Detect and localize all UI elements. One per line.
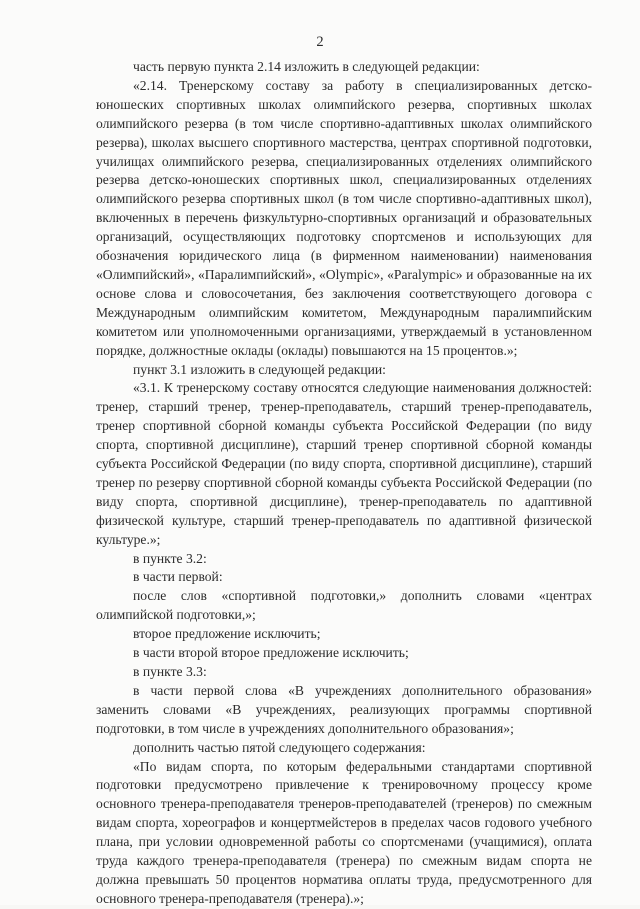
paragraph: после слов «спортивной подготовки,» дополнить словами «центрах олимпийской подготовки,»; <box>96 588 592 623</box>
paragraph: второе предложение исключить; <box>133 626 321 642</box>
paragraph: часть первую пункта 2.14 изложить в следующей редакции: <box>133 59 480 74</box>
paragraph: «3.1. К тренерскому составу относятся следующие наименования должностей: тренер, старший тренер, тренер-преподаватель, старший тренер-преподаватель, тренер спортивной сборной команды субъекта Российской Федерации (по виду спорта, спортивной дисциплине), старший тренер спортивной сборной команды субъекта Российской Федерации (по виду спорта, спортивной дисциплине), старший тренер по резерву спортивной сборной команды субъекта Российской Федерации (по виду спорта, спортивной дисциплине), тренер-преподаватель по адаптивной физической культуре, старший тренер-преподаватель по адаптивной физической культуре.»; <box>96 380 592 547</box>
paragraph: «По видам спорта, по которым федеральными стандартами спортивной подготовки предусмотрено привлечение к тренировочному процессу кроме основного тренера-преподавателя тренеров-преподавателей (тренеров) по смежным видам спорта, хореографов и концертмейстеров в пределах часов годового учебного плана, при условии одновременной работы со спортсменами (учащимися), оплата труда каждого тренера-преподавателя (тренера) по смежным видам спорта не должна превышать 50 процентов норматива оплаты труда, предусмотренного для основного тренера-преподавателя (тренера).»; <box>96 758 592 906</box>
paragraph: в части первой слова «В учреждениях дополнительного образования» заменить словами «В учреждениях, реализующих программы спортивной подготовки, в том числе в учреждениях дополнительного образования»; <box>96 682 592 736</box>
paragraph: пункт 3.1 изложить в следующей редакции: <box>133 361 386 377</box>
page-number: 2 <box>316 34 324 50</box>
paragraph: в пункте 3.2: <box>133 550 207 566</box>
paragraph: в части второй второе предложение исключить; <box>133 645 409 661</box>
paragraph: в пункте 3.3: <box>133 664 207 679</box>
document-body <box>96 58 592 909</box>
paragraph: в части первой: <box>133 569 223 585</box>
paragraph: «2.14. Тренерскому составу за работу в специализированных детско-юношеских спортивных школах олимпийского резерва, спортивных школах олимпийского резерва (в том числе спортивно-адаптивных школах олимпийского резерва), школах высшего спортивного мастерства, центрах спортивной подготовки, училищах олимпийского резерва, специализированных отделениях олимпийского резерва детско-юношеских спортивных школ, специализированных отделениях олимпийского резерва спортивных школ (в том числе спортивно-адаптивных школ), включенных в перечень физкультурно-спортивных организаций и образовательных организаций, осуществляющих подготовку спортсменов и использующих для обозначения юридического лица (в фирменном наименовании) наименования «Олимпийский», «Паралимпийский», «Olympic», «Paralympic» и образованные на их основе слова и словосочетания, без заключения соответствующего договора с Международным олимпийским комитетом, Международным паралимпийским комитетом или уполномоченными организациями, утверждаемый в установленном порядке, должностные оклады (оклады) повышаются на 15 процентов.»; <box>96 77 592 358</box>
paragraph: дополнить частью пятой следующего содержания: <box>133 739 426 755</box>
